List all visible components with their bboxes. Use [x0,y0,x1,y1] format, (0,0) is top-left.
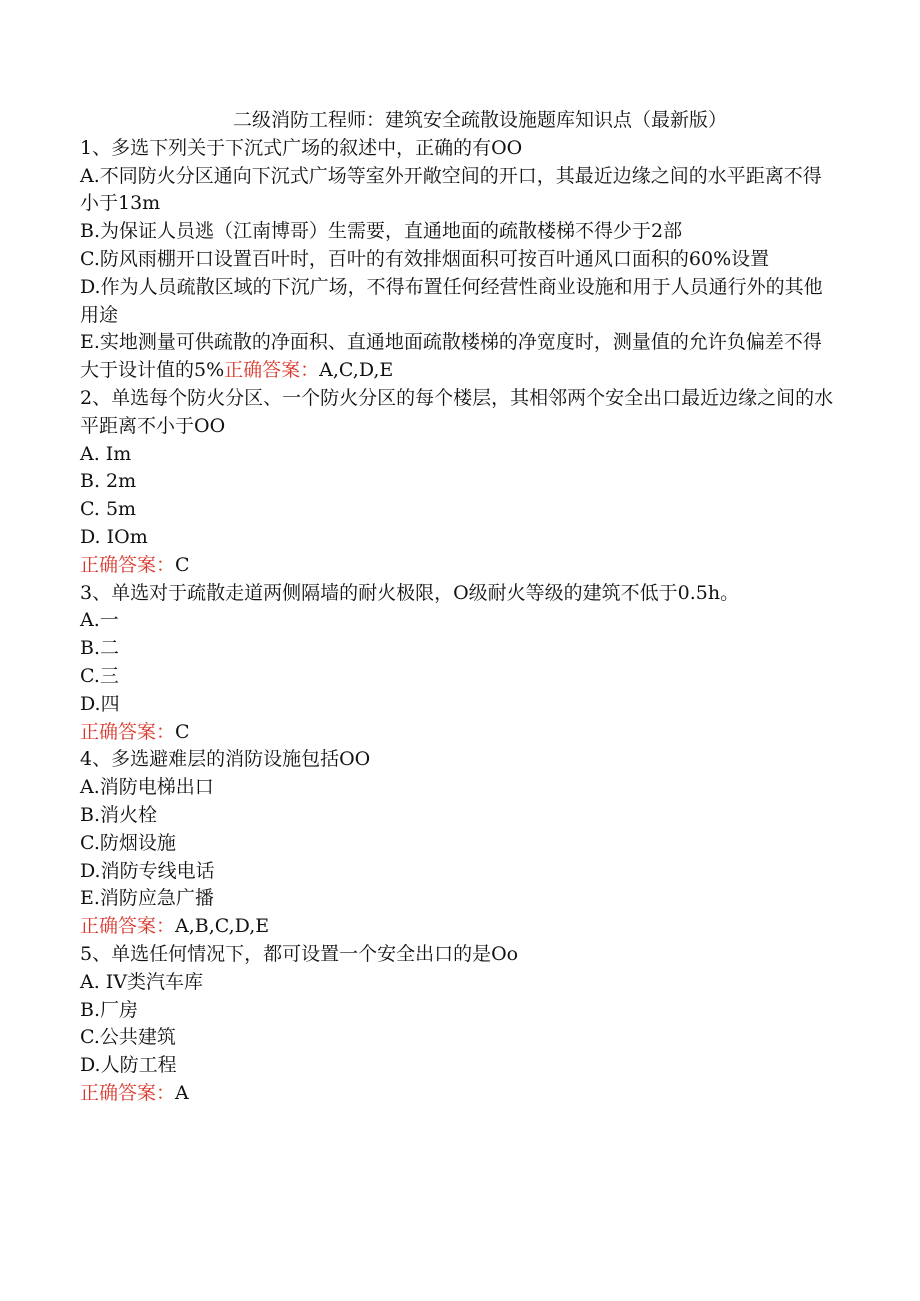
question-2 [80,385,840,580]
question-4-option-a: A.消防电梯出口 [80,776,214,799]
question-4-option-e: E.消防应急广播 [80,887,214,910]
question-4-answer [80,913,840,941]
question-1-answer-label: 正确答案： [224,359,320,382]
question-3-stem: 3、单选对于疏散走道两侧隔墙的耐火极限，O级耐火等级的建筑不低于0.5h。 [80,581,740,604]
question-5-answer-value: A [175,1081,189,1104]
question-2-answer [80,552,840,580]
question-3-answer-value: C [175,720,190,743]
question-2-stem: 2、单选每个防火分区、一个防火分区的每个楼层，其相邻两个安全出口最近边缘之间的水平距离不小于OO [80,386,834,437]
question-5-stem: 5、单选任何情况下，都可设置一个安全出口的是Oo [80,942,519,965]
question-5-option-d: D.人防工程 [80,1054,177,1077]
question-4 [80,746,840,941]
question-4-stem: 4、多选避难层的消防设施包括OO [80,748,371,771]
question-3-answer-label: 正确答案： [80,720,176,743]
question-2-option-d: D. IOm [80,525,148,548]
question-4-option-d: D.消防专线电话 [80,859,215,882]
question-3-option-b: B.二 [80,637,120,660]
question-1-option-e-with-answer [80,329,840,385]
question-3-answer [80,719,840,747]
question-1-option-e: E.实地测量可供疏散的净面积、直通地面疏散楼梯的净宽度时，测量值的允许负偏差不得大于设计值的5% [80,331,822,382]
question-3-option-a: A.一 [80,609,119,632]
question-5 [80,941,840,1108]
question-4-answer-label: 正确答案： [80,915,176,938]
question-4-option-b: B.消火栓 [80,803,158,826]
question-5-option-a: A. IV类汽车库 [80,970,204,993]
question-1-stem: 1、多选下列关于下沉式广场的叙述中，正确的有OO [80,136,523,159]
question-1-option-d: D.作为人员疏散区域的下沉广场，不得布置任何经营性商业设施和用于人员通行外的其他用途 [80,275,823,326]
question-2-option-c: C. 5m [80,498,137,521]
question-1-option-c: C.防风雨棚开口设置百叶时，百叶的有效排烟面积可按百叶通风口面积的60%设置 [80,247,770,270]
document-page [80,107,840,1108]
question-2-option-b: B. 2m [80,470,137,493]
question-2-answer-label: 正确答案： [80,553,176,576]
question-5-answer-label: 正确答案： [80,1081,176,1104]
question-3-option-c: C.三 [80,664,119,687]
question-5-answer [80,1080,840,1108]
question-2-option-a: A. Im [80,442,132,465]
question-5-option-b: B.厂房 [80,998,139,1021]
document-title: 二级消防工程师：建筑安全疏散设施题库知识点（最新版） [232,109,727,131]
question-4-option-c: C.防烟设施 [80,831,176,854]
question-1-answer-value: A,C,D,E [319,359,394,382]
question-4-answer-value: A,B,C,D,E [175,915,270,938]
question-5-option-c: C.公共建筑 [80,1026,176,1049]
question-2-answer-value: C [175,553,190,576]
question-3-option-d: D.四 [80,692,120,715]
question-1-option-b: B.为保证人员逃（江南博哥）生需要，直通地面的疏散楼梯不得少于2部 [80,220,683,243]
question-3 [80,580,840,747]
question-1 [80,135,840,385]
question-1-option-a: A.不同防火分区通向下沉式广场等室外开敞空间的开口，其最近边缘之间的水平距离不得小于13m [80,164,822,215]
